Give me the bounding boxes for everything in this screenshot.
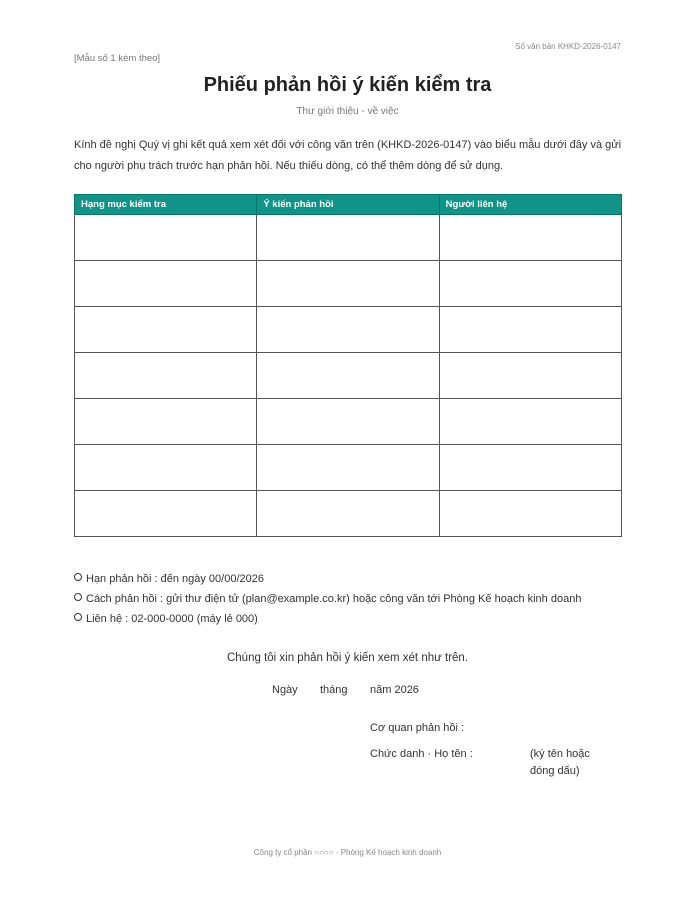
circle-bullet-icon: [74, 593, 82, 601]
note-text: Cách phản hồi : gửi thư điện tử (plan@example.co.kr) hoặc công văn tới Phòng Kế hoạch kinh doanh: [86, 593, 582, 605]
seal-hint: (ký tên hoặc đóng dấu): [530, 748, 590, 777]
table-row: [75, 445, 622, 491]
table-header-row: [75, 195, 622, 215]
date-line: [272, 684, 419, 696]
date-day-label: Ngày: [272, 684, 298, 696]
header-contact-person: Người liên hệ: [439, 195, 621, 215]
table-cell[interactable]: [257, 215, 439, 261]
table-cell[interactable]: [75, 445, 257, 491]
table-cell[interactable]: [257, 491, 439, 537]
seal-wrap: [370, 746, 610, 777]
page-title: Phiếu phản hồi ý kiến kiểm tra: [203, 74, 492, 96]
table-cell[interactable]: [439, 261, 621, 307]
page-subtitle: Thư giới thiệu - về việc: [296, 106, 399, 117]
table-cell[interactable]: [439, 399, 621, 445]
date-month-label: tháng: [320, 684, 348, 696]
name-title-label: Chức danh · Họ tên :: [370, 748, 473, 760]
table-cell[interactable]: [257, 261, 439, 307]
circle-bullet-icon: [74, 573, 82, 581]
table-cell[interactable]: [75, 307, 257, 353]
table-cell[interactable]: [75, 261, 257, 307]
closing-statement: Chúng tôi xin phản hồi ý kiến xem xét như trên.: [226, 652, 469, 664]
table-cell[interactable]: [439, 215, 621, 261]
header-check-item: Hạng mục kiểm tra: [75, 195, 257, 215]
header-feedback: Ý kiến phản hồi: [257, 195, 439, 215]
date-year-label: năm 2026: [370, 684, 419, 696]
circle-bullet-icon: [74, 613, 82, 621]
table-cell[interactable]: [75, 491, 257, 537]
table-cell[interactable]: [75, 399, 257, 445]
table-row: [75, 261, 622, 307]
table-cell[interactable]: [257, 307, 439, 353]
note-deadline: [74, 569, 581, 589]
page-footer: Công ty cổ phần ○○○○ · Phòng Kế hoạch kinh doanh: [253, 848, 442, 857]
table-cell[interactable]: [257, 353, 439, 399]
attachment-label: [Mẫu số 1 kèm theo]: [74, 53, 161, 64]
note-text: Hạn phản hồi : đến ngày 00/00/2026: [86, 573, 264, 585]
document-number: Số văn bản KHKD-2026-0147: [515, 42, 621, 51]
feedback-table: [74, 194, 622, 537]
table-cell[interactable]: [75, 215, 257, 261]
note-text: Liên hệ : 02-000-0000 (máy lẻ 000): [86, 613, 258, 625]
table-cell[interactable]: [439, 491, 621, 537]
table-row: [75, 491, 622, 537]
table-cell[interactable]: [75, 353, 257, 399]
table-row: [75, 399, 622, 445]
table-cell[interactable]: [257, 399, 439, 445]
table-row: [75, 215, 622, 261]
note-contact: [74, 609, 581, 629]
table-row: [75, 353, 622, 399]
table-cell[interactable]: [439, 445, 621, 491]
table-row: [75, 307, 622, 353]
intro-paragraph: Kính đề nghị Quý vị ghi kết quả xem xét đối với công văn trên (KHKD-2026-0147) vào biểu mẫu dưới đây và gửi cho người phụ trách trước hạn phản hồi. Nếu thiếu dòng, có thể thêm dòng để sử dụng.: [74, 139, 622, 172]
agency-label: Cơ quan phản hồi :: [370, 722, 465, 734]
note-method: [74, 589, 581, 609]
table-cell[interactable]: [257, 445, 439, 491]
table-cell[interactable]: [439, 307, 621, 353]
table-cell[interactable]: [439, 353, 621, 399]
notes-list: [74, 569, 581, 629]
agency-row: [370, 720, 530, 737]
